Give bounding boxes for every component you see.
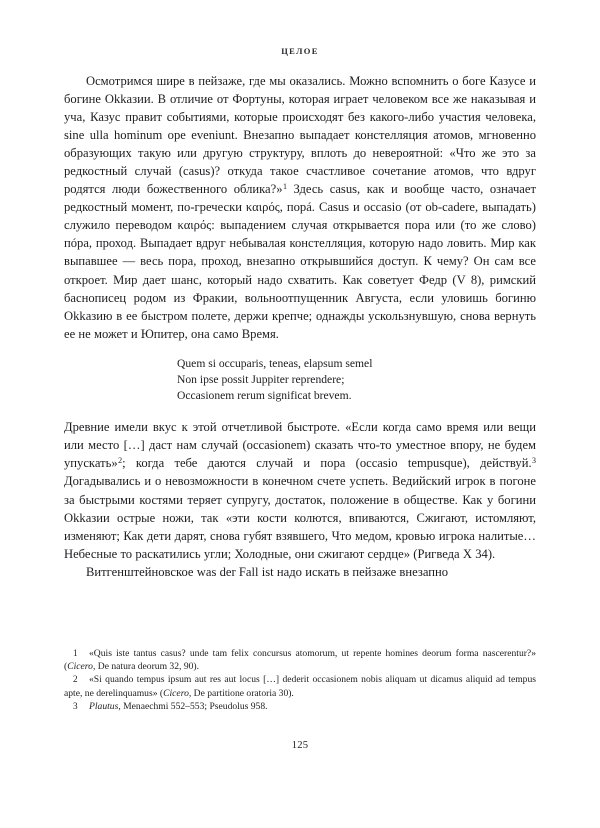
- footnote-1-text-a: «Quis iste tantus casus? unde tam felix concursus atomorum, ut repente homines deorum forma nascerentur?» (: [64, 648, 536, 673]
- footnote-1: [64, 647, 536, 673]
- footnote-marker-2[interactable]: 2: [118, 456, 123, 466]
- paragraph-1: [64, 72, 536, 343]
- footnote-2-text: [64, 674, 536, 698]
- footnote-3-text-b: , Menaechmi 552–553; Pseudolus 958.: [118, 700, 268, 712]
- footnote-marker-1[interactable]: 1: [282, 182, 287, 192]
- verse-line-3: Occasionem rerum significat brevem.: [177, 389, 352, 403]
- footnote-area: [64, 647, 536, 713]
- paragraph-1-text-a: Осмотримся шире в пейзаже, где мы оказались. Можно вспомнить о боге Казусе и богине Okkaзии. В отличие от Фортуны, которая играет человеком все же наказывая и уча, Казус правит событиями, которые происходят без какого-либо участия человека, sine ulla hominum ope eveniunt. Внезапно выпадает констелляция атомов, мгновенно образующих такую или другую структуру, вплоть до невероятной: «Что же это за редкостный случай (casus)? откуда такое счастливое сочетание атомов, что вдруг родятся люди божественного облика?»: [64, 74, 536, 197]
- footnote-1-text: [64, 648, 536, 672]
- footnote-2-text-b: , De partitione oratoria 30).: [188, 687, 294, 699]
- paragraph-1-text-b: Здесь casus, как и вообще часто, означает редкостный момент, по-гречески καιρός, порá. Casus и occasio (от ob-cadere, выпадать) служило переводом καιρός: выпадением случая открывается пора или (то же слово) пóра, проход. Выпадает вдруг небывалая констелляция, которую надо ловить. Мир как выпавшее — весь пора, проход, внезапно открывшийся доступ. К чему? Он сам все откроет. Мир дает шанс, который надо схватить. Как советует Федр (V 8), римский баснописец родом из Фракии, вольноотпущенник Августа, если уловишь богиню Okkaзию в ее быстром полете, держи крепче; однажды ускользнувшую, снова вернуть ее не может и Юпитер, она само Время.: [64, 182, 536, 341]
- page-number: 125: [291, 740, 309, 751]
- footnote-3-author: Plautus: [89, 700, 119, 712]
- footnote-2-author: Cicero: [163, 687, 189, 699]
- main-text-block: [64, 72, 536, 581]
- paragraph-3: Витгенштейновское was der Fall ist надо искать в пейзаже внезапно: [86, 564, 449, 579]
- paragraph-2-text-b: ; когда тебе даются случай и пора (occasio tempusque), действуй.: [122, 456, 532, 471]
- verse-line-2: Non ipse possit Juppiter reprendere;: [177, 372, 345, 386]
- footnote-3-text: [89, 701, 268, 712]
- paragraph-2-text-c: Догадывались и о невозможности в конечном счете успеть. Ведийский игрок в погоне за быстрыми костями теряет супругу, достаток, положение в обществе. Как у богини Okkaзии острые ножи, так «эти кости колются, впиваются, Сжигают, истомляют, изменяют; Как дети дарят, снова губят взявшего, Что медом, кровью игрока налитые… Небесные то раскатились угли; Холодные, они сжигают сердце» (Ригведа X 34).: [64, 474, 536, 561]
- paragraph-2-text-a: Древние имели вкус к этой отчетливой быстроте. «Если когда само время или вещи или место […] даст нам случай (occasionem) сказать что-то уместное впору, не будем упускать»: [64, 420, 536, 471]
- footnote-1-text-b: , De natura deorum 32, 90).: [92, 661, 200, 673]
- verse-line-1: Quem si occuparis, teneas, elapsum semel: [177, 356, 373, 370]
- footnote-3-number: 3: [73, 700, 78, 711]
- footnote-2: [64, 673, 536, 699]
- footnote-2-number: 2: [73, 674, 78, 685]
- footnote-2-text-a: «Si quando tempus ipsum aut res aut locus […] dederit occasionem nobis aliquam ut dicamus aliquid ad tempus apte, ne derelinquamus» (: [64, 674, 536, 699]
- footnote-marker-3[interactable]: 3: [532, 456, 536, 466]
- verse-quotation: [64, 343, 536, 419]
- running-head: ЦЕЛОЕ: [281, 46, 319, 56]
- footnote-1-number: 1: [73, 648, 78, 658]
- footnote-3: [64, 700, 536, 713]
- paragraph-2: [64, 418, 536, 562]
- footnote-1-author: Cicero: [67, 661, 93, 673]
